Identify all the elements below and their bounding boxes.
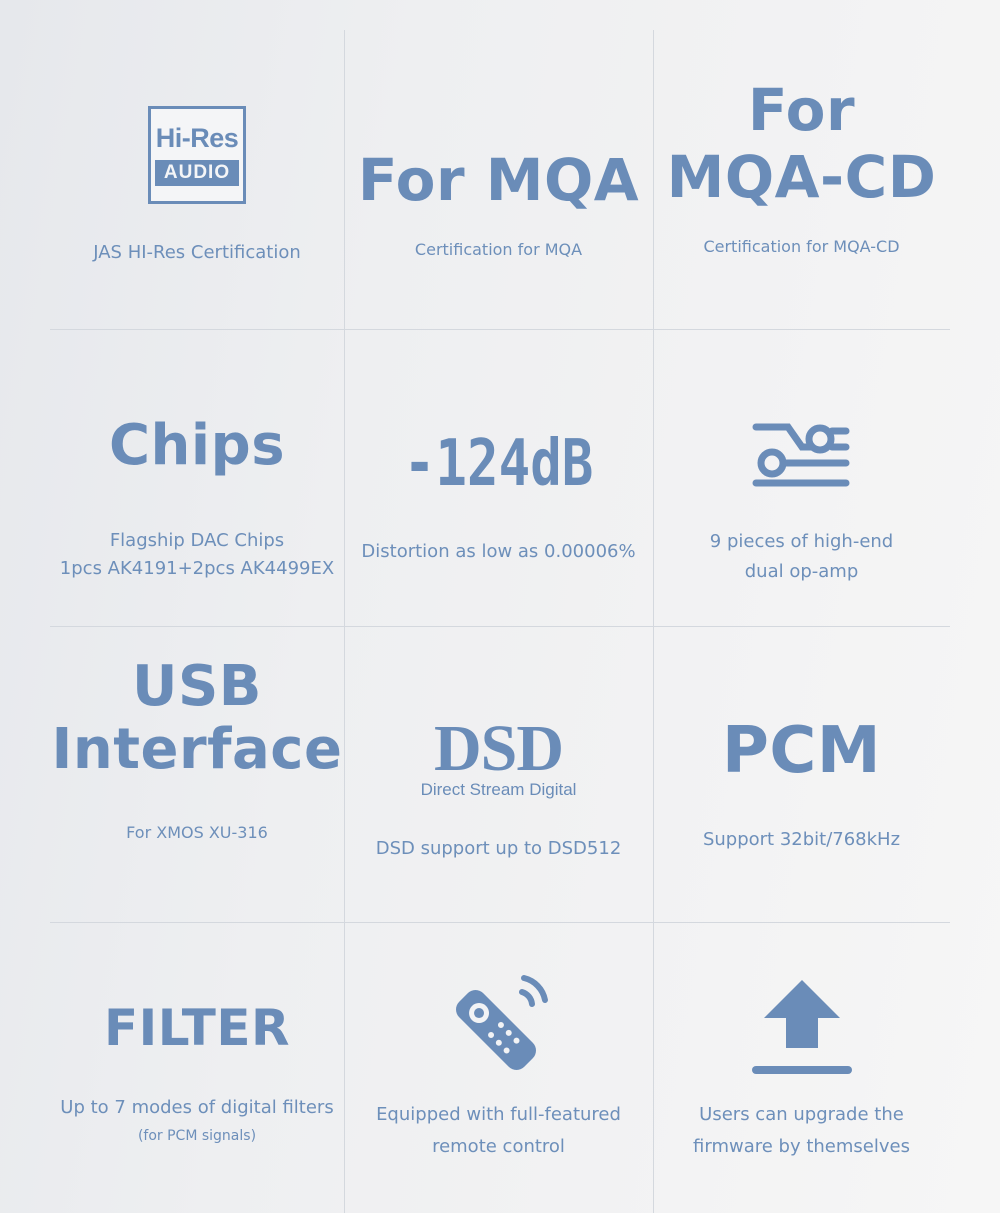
- feature-caption-line2: dual op-amp: [744, 561, 859, 582]
- feature-caption-line1: Up to 7 modes of digital filters: [60, 1096, 334, 1118]
- feature-caption: Distortion as low as 0.00006%: [361, 541, 636, 562]
- feature-title-line2: MQA-CD: [666, 142, 937, 211]
- feature-title-line2: Interface: [51, 716, 343, 782]
- hires-logo-line2: AUDIO: [155, 160, 239, 186]
- feature-caption-line2: (for PCM signals): [137, 1127, 257, 1144]
- feature-filter: [50, 922, 344, 1213]
- feature-caption: For XMOS XU-316: [126, 822, 268, 842]
- feature-title: For MQA: [357, 146, 640, 214]
- feature-caption: DSD support up to DSD512: [375, 838, 622, 859]
- feature-distortion: [344, 329, 653, 626]
- feature-hires: [50, 30, 344, 329]
- remote-control-icon: [444, 968, 554, 1078]
- feature-op-amp: [653, 329, 950, 626]
- dsd-logo-sub: Direct Stream Digital: [420, 780, 577, 799]
- feature-caption-line1: Flagship DAC Chips: [109, 529, 285, 551]
- feature-usb: [50, 626, 344, 922]
- feature-caption-line1: Users can upgrade the: [699, 1104, 904, 1125]
- feature-caption: Certification for MQA-CD: [703, 236, 900, 256]
- feature-title: FILTER: [103, 999, 291, 1057]
- feature-title: -124dB: [403, 427, 594, 501]
- upload-icon: [750, 976, 854, 1080]
- feature-pcm: [653, 626, 950, 922]
- feature-caption-line2: firmware by themselves: [693, 1136, 910, 1157]
- feature-remote: [344, 922, 653, 1213]
- feature-mqa-cd: [653, 30, 950, 329]
- hires-logo-line1: Hi-Res: [155, 123, 239, 153]
- feature-caption-line1: Equipped with full-featured: [376, 1104, 621, 1125]
- feature-title-line1: For: [747, 76, 856, 144]
- dsd-logo: [420, 712, 577, 800]
- feature-caption-line2: 1pcs AK4191+2pcs AK4499EX: [59, 557, 335, 579]
- dsd-logo-mark: DSD: [433, 712, 564, 785]
- feature-mqa: [344, 30, 653, 329]
- features-grid: [50, 30, 950, 1213]
- feature-dsd: [344, 626, 653, 922]
- feature-title: PCM: [721, 714, 882, 788]
- feature-caption: JAS HI-Res Certification: [93, 242, 301, 263]
- feature-title: Chips: [108, 413, 286, 478]
- feature-title-line1: USB: [132, 654, 262, 719]
- feature-caption: Support 32bit/768kHz: [702, 829, 901, 851]
- op-amp-icon: [752, 423, 852, 497]
- feature-caption: Certification for MQA: [414, 239, 583, 259]
- feature-caption-line2: remote control: [432, 1136, 565, 1157]
- feature-firmware: [653, 922, 950, 1213]
- feature-chips: [50, 329, 344, 626]
- hires-audio-logo: [148, 106, 246, 204]
- feature-caption-line1: 9 pieces of high-end: [709, 531, 894, 552]
